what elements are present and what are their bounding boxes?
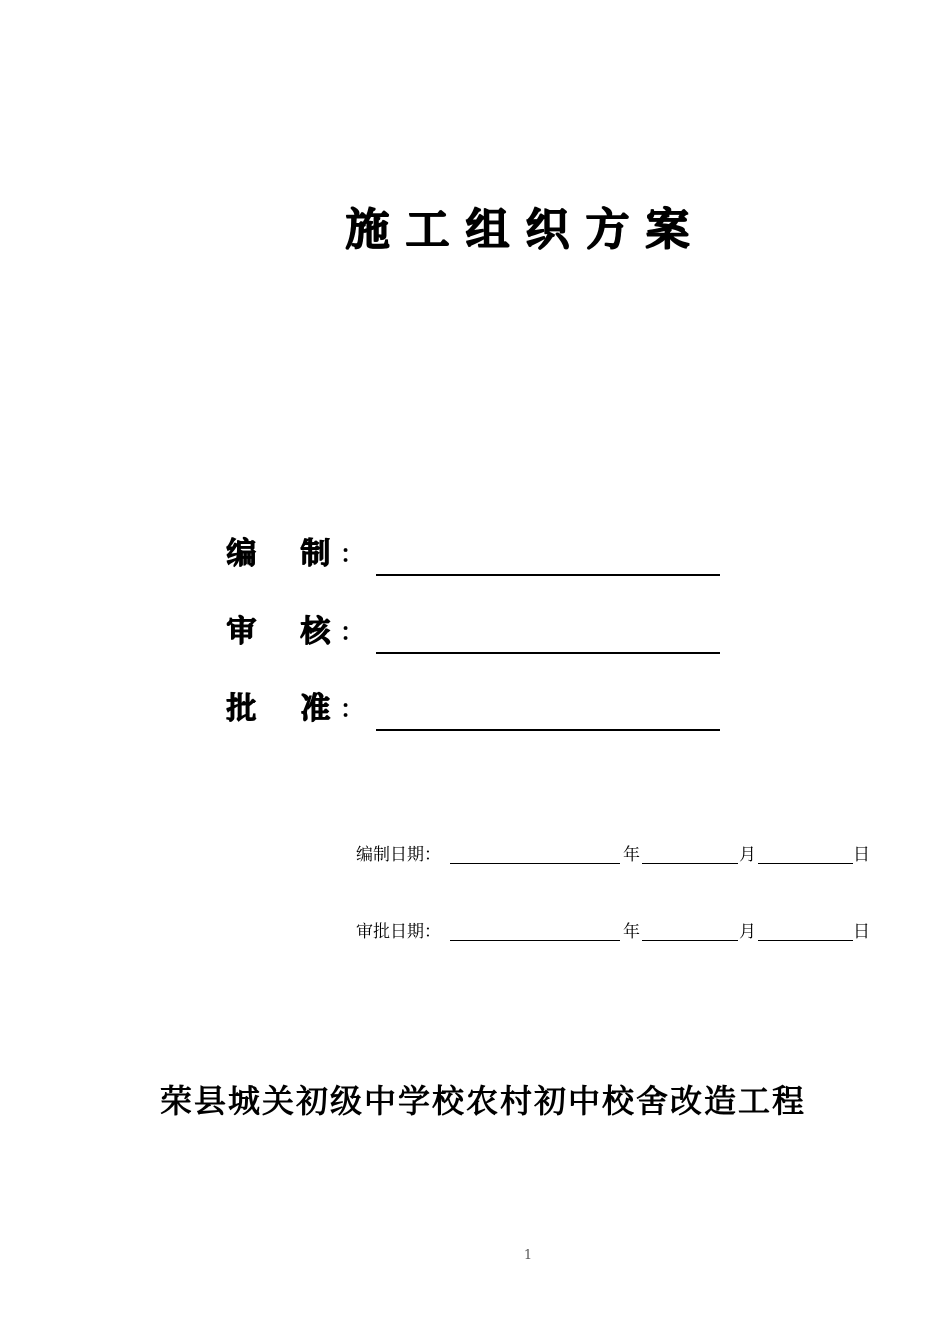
signature-label-char: 编 bbox=[226, 536, 256, 571]
project-name: 荣县城关初级中学校农村初中校舍改造工程 bbox=[160, 1082, 807, 1120]
signature-row-reviewer bbox=[222, 610, 742, 654]
day-blank-line bbox=[758, 863, 853, 864]
date-label: 审批日期： bbox=[356, 922, 441, 942]
year-blank-line bbox=[450, 863, 620, 864]
signature-line bbox=[376, 574, 720, 576]
day-label: 日 bbox=[853, 845, 870, 865]
signature-line bbox=[376, 729, 720, 731]
month-label: 月 bbox=[739, 845, 756, 865]
signature-label-char: 审 bbox=[226, 614, 256, 649]
signature-row-compiler bbox=[222, 532, 742, 576]
approve-date-row bbox=[356, 917, 886, 947]
year-label: 年 bbox=[623, 922, 640, 942]
month-blank-line bbox=[642, 940, 738, 941]
page-number: 1 bbox=[523, 1248, 533, 1263]
signature-label-char: 批 bbox=[226, 691, 256, 726]
month-blank-line bbox=[642, 863, 738, 864]
year-blank-line bbox=[450, 940, 620, 941]
signature-colon: ： bbox=[340, 694, 364, 723]
document-title: 施工组织方案 bbox=[345, 204, 705, 255]
signature-line bbox=[376, 652, 720, 654]
signature-colon: ： bbox=[340, 539, 364, 568]
day-label: 日 bbox=[853, 922, 870, 942]
date-label: 编制日期： bbox=[356, 845, 441, 865]
compile-date-row bbox=[356, 840, 886, 870]
signature-label-char: 制 bbox=[300, 536, 330, 571]
month-label: 月 bbox=[739, 922, 756, 942]
day-blank-line bbox=[758, 940, 853, 941]
signature-label-char: 准 bbox=[300, 691, 330, 726]
year-label: 年 bbox=[623, 845, 640, 865]
signature-row-approver bbox=[222, 687, 742, 731]
signature-colon: ： bbox=[340, 617, 364, 646]
signature-label-char: 核 bbox=[300, 614, 330, 649]
